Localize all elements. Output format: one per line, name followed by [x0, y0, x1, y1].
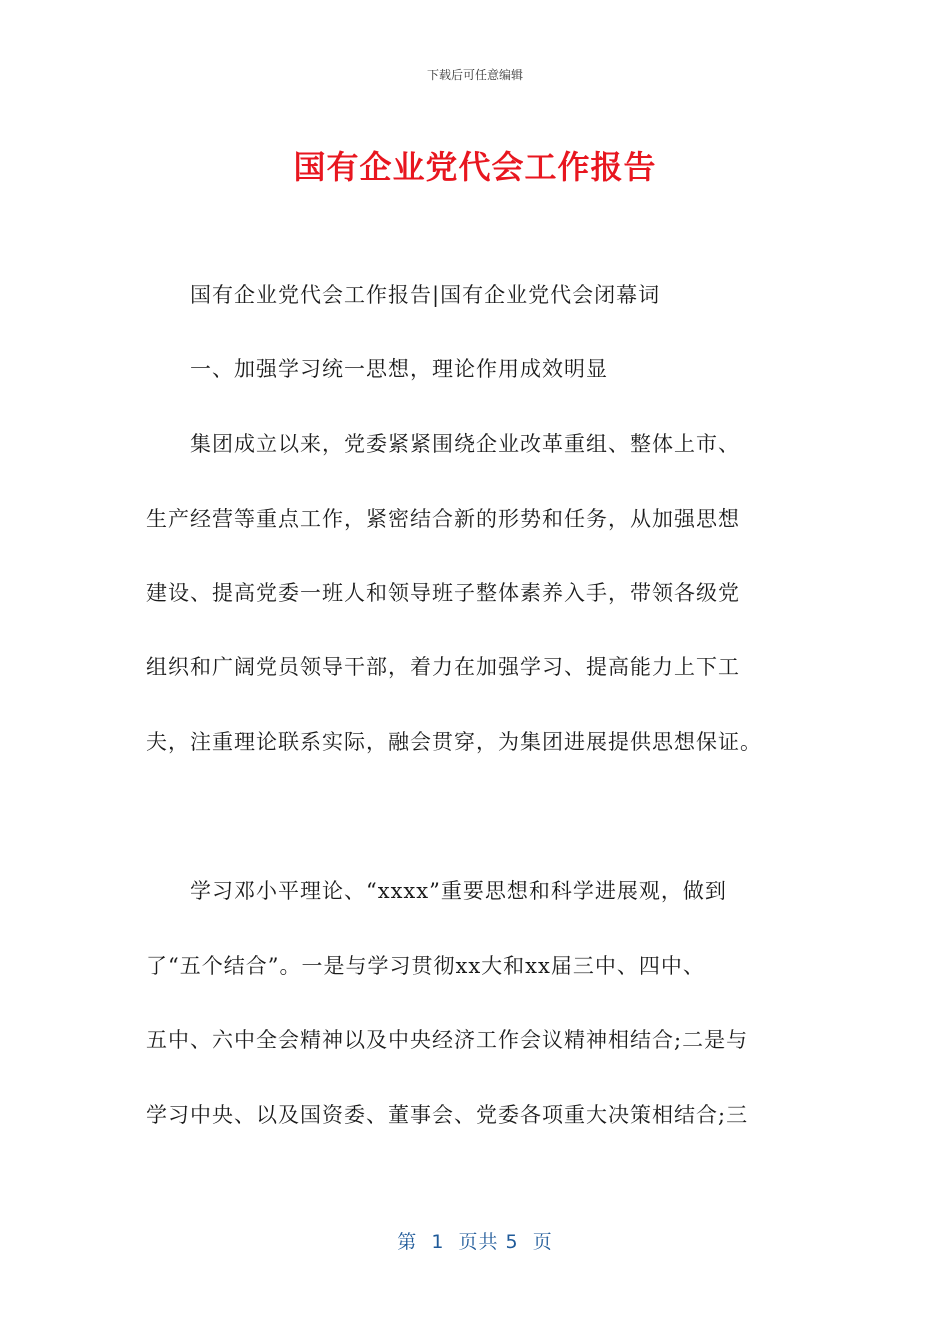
text-line-11: 学习中央、以及国资委、董事会、党委各项重大决策相结合;三: [146, 1103, 749, 1127]
text-line-9: 了“五个结合”。一是与学习贯彻xx大和xx届三中、四中、: [146, 954, 705, 978]
text-line-7: 夫，注重理论联系实际，融会贯穿，为集团进展提供思想保证。: [146, 730, 762, 754]
document-title: 国有企业党代会工作报告: [293, 148, 657, 186]
text-line-1: 国有企业党代会工作报告|国有企业党代会闭幕词: [146, 283, 661, 307]
text-line-5: 建设、提高党委一班人和领导班子整体素养入手，带领各级党: [146, 581, 740, 605]
text-line-4: 生产经营等重点工作，紧密结合新的形势和任务，从加强思想: [146, 507, 740, 531]
section-heading-1: 一、加强学习统一思想，理论作用成效明显: [146, 357, 608, 381]
text-line-6: 组织和广阔党员领导干部，着力在加强学习、提高能力上下工: [146, 655, 740, 679]
text-line-8: 学习邓小平理论、“xxxx”重要思想和科学进展观，做到: [146, 879, 727, 903]
text-line-3: 集团成立以来，党委紧紧围绕企业改革重组、整体上市、: [146, 432, 740, 456]
page-number-footer: 第 1 页共 5 页: [397, 1231, 553, 1253]
text-line-10: 五中、六中全会精神以及中央经济工作会议精神相结合;二是与: [146, 1028, 749, 1052]
page-header-note: 下载后可任意编辑: [426, 68, 523, 82]
